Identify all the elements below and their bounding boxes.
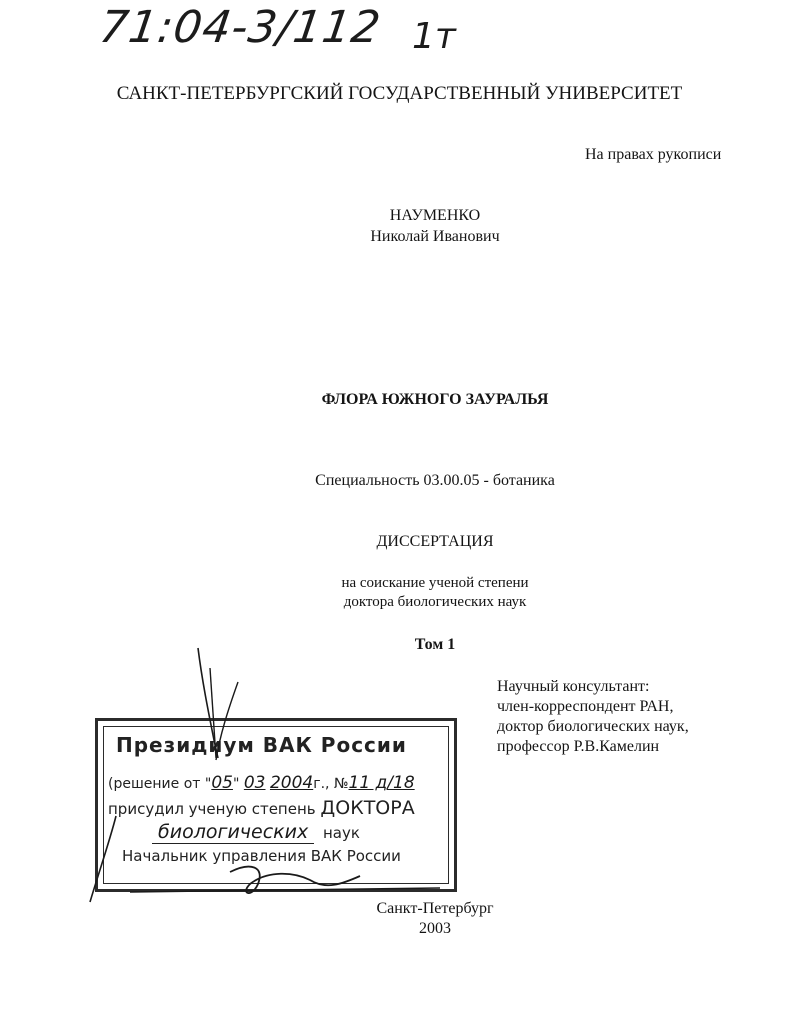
archive-number-handwritten: 71:04-3/112 [96, 2, 385, 53]
stamp-day: 05 [211, 773, 233, 793]
stamp-decision-prefix: (решение от " [108, 776, 212, 792]
stamp-degree-text: присудил ученую степень [108, 800, 316, 818]
stamp-field-suffix: наук [323, 824, 360, 842]
dissertation-title: ФЛОРА ЮЖНОГО ЗАУРАЛЬЯ [321, 391, 549, 408]
author-given-names: Николай Иванович [370, 228, 500, 245]
signature-strokes [80, 640, 500, 920]
consultant-rank: член-корреспондент РАН, [497, 698, 674, 715]
archive-copy-mark: 1т [412, 16, 456, 57]
specialty-line: Специальность 03.00.05 - ботаника [315, 472, 555, 489]
stamp-year: 2004 [269, 773, 314, 793]
degree-purpose-line2: доктора биологических наук [343, 594, 527, 610]
stamp-degree: ДОКТОРА [320, 797, 415, 819]
consultant-degree: доктор биологических наук, [497, 718, 689, 735]
stamp-head-title: Начальник управления ВАК России [122, 847, 401, 865]
stamp-field-handwritten: биологических [152, 821, 314, 844]
publication-city: Санкт-Петербург [376, 900, 494, 917]
stamp-number: 11 д/18 [348, 773, 415, 793]
document-type: ДИССЕРТАЦИЯ [376, 533, 494, 550]
stamp-quote: " [232, 776, 240, 792]
publication-year: 2003 [419, 920, 451, 937]
stamp-month: 03 [243, 773, 266, 793]
volume-number: Том 1 [414, 636, 456, 653]
author-surname: НАУМЕНКО [389, 207, 481, 224]
stamp-number-prefix: г., № [313, 776, 349, 792]
consultant-label: Научный консультант: [497, 678, 650, 695]
degree-purpose-line1: на соискание ученой степени [341, 575, 529, 591]
stamp-heading: Президиум ВАК России [116, 733, 407, 757]
manuscript-rights-note: На правах рукописи [585, 146, 722, 163]
university-name: САНКТ-ПЕТЕРБУРГСКИЙ ГОСУДАРСТВЕННЫЙ УНИВЕРСИТЕТ [116, 83, 683, 104]
scientific-consultant-block [497, 677, 777, 757]
consultant-name: профессор Р.В.Камелин [497, 738, 660, 755]
